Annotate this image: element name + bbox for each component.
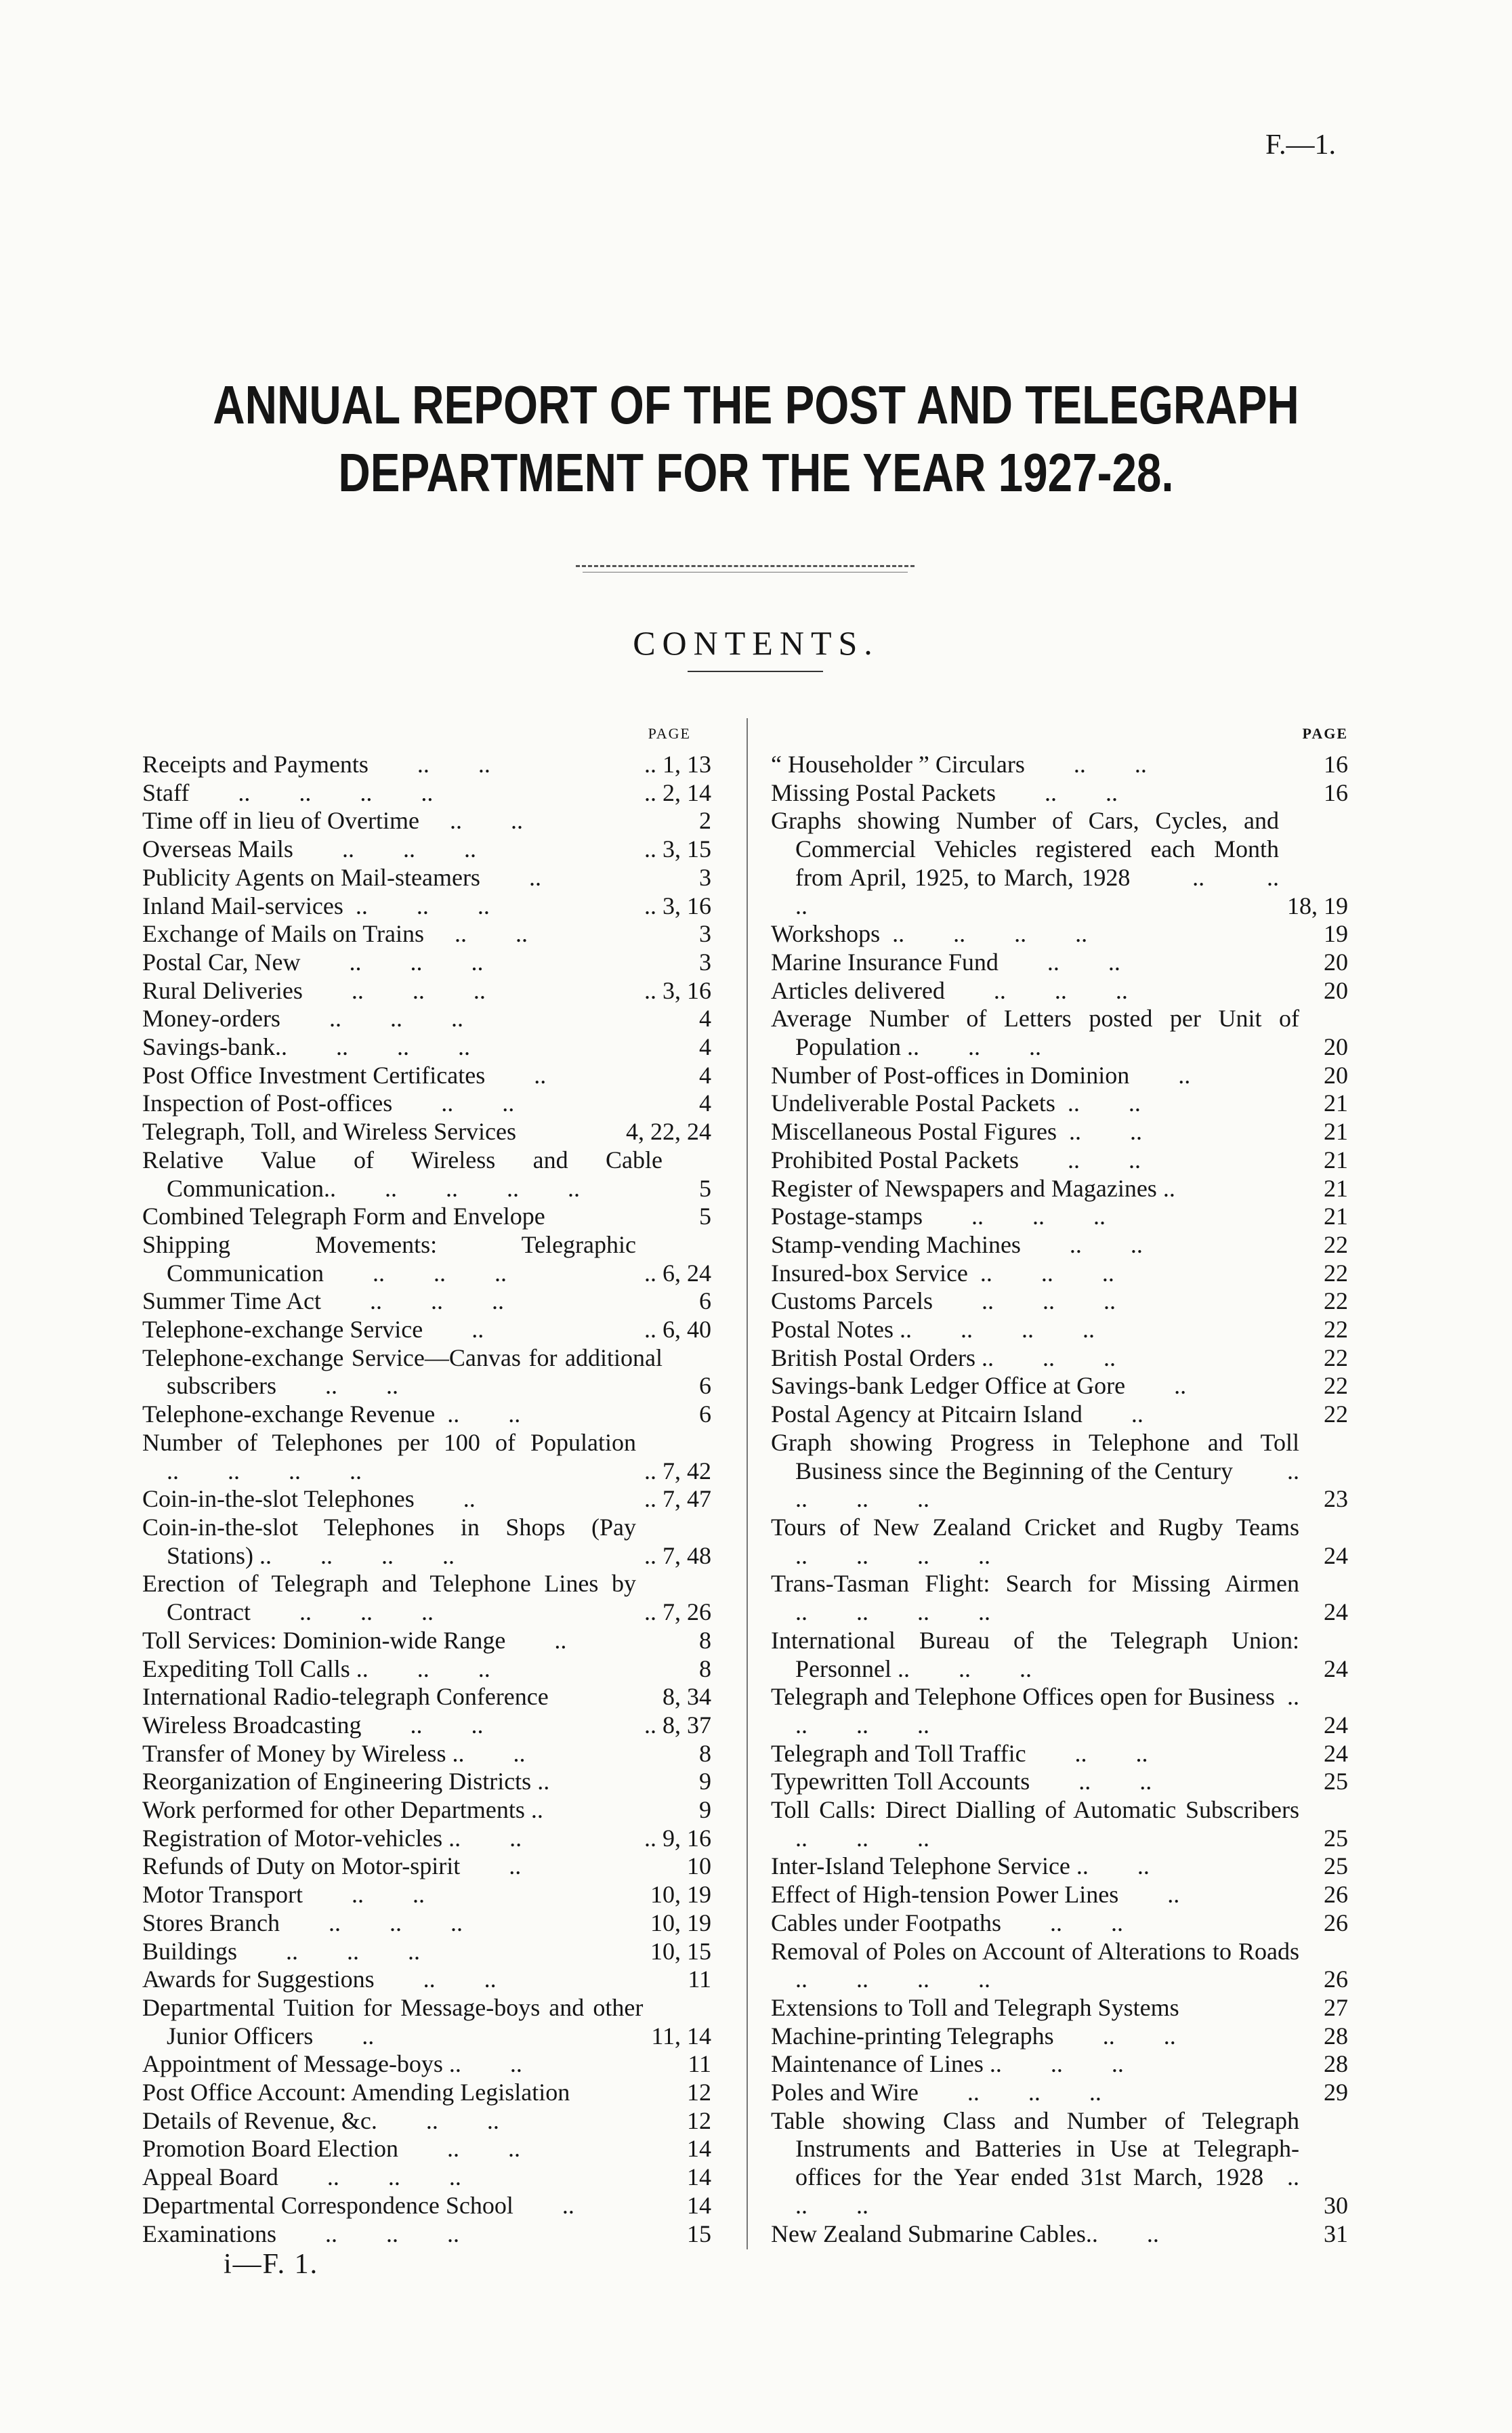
entry-page: 25 xyxy=(1324,1852,1348,1880)
entry-title: Poles and Wire .. .. .. xyxy=(771,2079,1101,2106)
entry-page: 24 xyxy=(1324,1598,1348,1626)
entry-page: 5 xyxy=(699,1174,711,1202)
contents-entry xyxy=(771,2079,1348,2107)
entry-page: 26 xyxy=(1324,1881,1348,1909)
entry-title: Telegraph, Toll, and Wireless Services xyxy=(142,1118,517,1146)
entry-title: Post Office Investment Certificates .. xyxy=(142,1061,547,1089)
entry-page: 21 xyxy=(1324,1146,1348,1173)
entry-title: Awards for Suggestions .. .. xyxy=(142,1966,497,1993)
entry-page: 22 xyxy=(1324,1316,1348,1344)
entry-page: 21 xyxy=(1324,1089,1348,1117)
entry-title: Rural Deliveries .. .. .. xyxy=(142,976,486,1004)
entry-title: Graph showing Progress in Telephone and Toll Business since the Beginning of the Century .. .. .. .. xyxy=(771,1428,1348,1513)
contents-entry xyxy=(142,2079,711,2107)
contents-entry xyxy=(142,1966,711,1994)
contents-entry xyxy=(142,1514,711,1570)
entry-page: .. 7, 47 xyxy=(644,1485,711,1513)
entry-title: Motor Transport .. .. xyxy=(142,1881,425,1909)
entry-page: 5 xyxy=(699,1203,711,1230)
entry-title: Cables under Footpaths .. .. xyxy=(771,1909,1123,1936)
entry-page: 21 xyxy=(1324,1118,1348,1146)
entry-page: 23 xyxy=(1324,1485,1348,1513)
entry-page: 18, 19 xyxy=(1287,892,1348,919)
entry-title: Miscellaneous Postal Figures .. .. xyxy=(771,1118,1142,1146)
entry-page: 20 xyxy=(1324,1033,1348,1061)
entry-title: Time off in lieu of Overtime .. .. xyxy=(142,807,523,835)
contents-column-right xyxy=(771,725,1348,2248)
contents-entry xyxy=(142,1118,711,1146)
contents-entry xyxy=(142,1711,711,1740)
entry-page: 2 xyxy=(699,807,711,835)
contents-entry xyxy=(771,1740,1348,1768)
entry-page: 21 xyxy=(1324,1203,1348,1230)
contents-entry xyxy=(771,1146,1348,1175)
entry-title: Tours of New Zealand Cricket and Rugby Teams .. .. .. .. xyxy=(771,1513,1348,1569)
entry-title: Machine-printing Telegraphs .. .. xyxy=(771,2022,1176,2050)
contents-entry xyxy=(771,1260,1348,1288)
contents-entry xyxy=(771,1118,1348,1146)
entry-title: Number of Post-offices in Dominion .. xyxy=(771,1061,1191,1089)
contents-column-left xyxy=(142,725,711,2248)
entry-page: 22 xyxy=(1324,1259,1348,1287)
contents-entry xyxy=(142,1146,711,1203)
entry-page: 27 xyxy=(1324,1993,1348,2021)
contents-entry xyxy=(142,2163,711,2192)
contents-entry xyxy=(142,1033,711,1062)
contents-entry xyxy=(771,1175,1348,1203)
entry-title: Wireless Broadcasting .. .. xyxy=(142,1711,484,1739)
report-title xyxy=(136,371,1376,507)
entry-title: Insured-box Service .. .. .. xyxy=(771,1259,1114,1287)
contents-entry xyxy=(771,1005,1348,1061)
entry-page: 24 xyxy=(1324,1541,1348,1569)
entry-page: 26 xyxy=(1324,1909,1348,1936)
entry-page: 8 xyxy=(699,1655,711,1682)
entry-page: .. 1, 13 xyxy=(644,751,711,778)
contents-entry xyxy=(142,1287,711,1316)
entry-page: 20 xyxy=(1324,948,1348,976)
contents-list-left xyxy=(142,751,711,2248)
entry-title: Appeal Board .. .. .. xyxy=(142,2163,461,2191)
entry-page: 22 xyxy=(1324,1400,1348,1428)
entry-page: 12 xyxy=(687,2079,711,2106)
entry-page: .. 7, 26 xyxy=(644,1598,711,1626)
entry-title: Staff .. .. .. .. xyxy=(142,778,434,806)
entry-title: Telephone-exchange Service—Canvas for additional subscribers .. .. xyxy=(142,1344,669,1400)
entry-title: Customs Parcels .. .. .. xyxy=(771,1287,1116,1315)
entry-title: Savings-bank.. .. .. .. xyxy=(142,1033,470,1061)
entry-page: .. 9, 16 xyxy=(644,1824,711,1852)
column-divider xyxy=(747,718,748,2249)
entry-page: .. 3, 16 xyxy=(644,892,711,919)
contents-entry xyxy=(142,2135,711,2163)
entry-title: Removal of Poles on Account of Alterations to Roads .. .. .. .. xyxy=(771,1937,1311,1993)
contents-entry xyxy=(142,977,711,1005)
entry-title: Typewritten Toll Accounts .. .. xyxy=(771,1768,1152,1795)
entry-title: Number of Telephones per 100 of Population .. .. .. .. xyxy=(142,1428,685,1484)
entry-title: Toll Services: Dominion-wide Range .. xyxy=(142,1626,567,1654)
contents-entry xyxy=(771,1938,1348,1994)
contents-entry xyxy=(142,1627,711,1655)
entry-title: Telephone-exchange Service .. xyxy=(142,1316,484,1344)
entry-page: 22 xyxy=(1324,1287,1348,1315)
entry-page: 14 xyxy=(687,2163,711,2191)
entry-title: Telegraph and Telephone Offices open for Business .. .. .. .. xyxy=(771,1683,1348,1739)
entry-title: Postage-stamps .. .. .. xyxy=(771,1203,1106,1230)
contents-entry xyxy=(142,1570,711,1626)
contents-entry xyxy=(771,1683,1348,1739)
contents-entry xyxy=(771,1796,1348,1852)
decorative-rule-thin xyxy=(583,572,908,573)
entry-title: Telephone-exchange Revenue .. .. xyxy=(142,1400,521,1428)
title-line-2: DEPARTMENT FOR THE YEAR 1927-28. xyxy=(338,442,1174,503)
contents-entry xyxy=(142,2107,711,2136)
entry-title: International Bureau of the Telegraph Union: Personnel .. .. .. xyxy=(771,1626,1305,1682)
contents-entry xyxy=(771,949,1348,977)
contents-entry xyxy=(142,807,711,835)
contents-entry xyxy=(771,751,1348,779)
contents-entry xyxy=(771,1627,1348,1683)
entry-title: Publicity Agents on Mail-steamers .. xyxy=(142,863,541,891)
entry-title: Effect of High-tension Power Lines .. xyxy=(771,1881,1180,1909)
entry-page: .. 6, 24 xyxy=(644,1259,711,1287)
contents-entry xyxy=(142,2220,711,2249)
entry-page: 24 xyxy=(1324,1739,1348,1767)
entry-title: Register of Newspapers and Magazines .. xyxy=(771,1174,1175,1202)
entry-title: Work performed for other Departments .. xyxy=(142,1796,543,1824)
contents-entry xyxy=(771,779,1348,808)
contents-entry xyxy=(771,807,1348,920)
entry-title: Extensions to Toll and Telegraph Systems xyxy=(771,1993,1179,2021)
entry-title: Workshops .. .. .. .. xyxy=(771,920,1088,948)
contents-entry xyxy=(142,1429,711,1485)
contents-entry xyxy=(142,1881,711,1909)
entry-page: 4 xyxy=(699,1033,711,1061)
contents-entry xyxy=(142,892,711,921)
entry-title: Erection of Telegraph and Telephone Lines by Contract .. .. .. xyxy=(142,1570,642,1626)
entry-title: Details of Revenue, &c. .. .. xyxy=(142,2106,499,2134)
entry-page: 15 xyxy=(687,2220,711,2247)
entry-page: 11, 14 xyxy=(651,2022,711,2050)
entry-title: International Radio-telegraph Conference xyxy=(142,1683,549,1711)
entry-title: Departmental Correspondence School .. xyxy=(142,2191,574,2219)
contents-entry xyxy=(771,2022,1348,2051)
contents-entry xyxy=(771,1852,1348,1881)
contents-entry xyxy=(142,779,711,808)
entry-title: Coin-in-the-slot Telephones in Shops (Pay Stations) .. .. .. .. xyxy=(142,1513,642,1569)
entry-title: Post Office Account: Amending Legislation xyxy=(142,2079,570,2106)
entry-title: Money-orders .. .. .. xyxy=(142,1005,463,1033)
entry-page: 28 xyxy=(1324,2050,1348,2078)
entry-title: Postal Agency at Pitcairn Island .. xyxy=(771,1400,1143,1428)
entry-title: Overseas Mails .. .. .. xyxy=(142,835,476,863)
contents-entry xyxy=(771,1231,1348,1260)
entry-title: New Zealand Submarine Cables.. .. xyxy=(771,2220,1159,2247)
contents-entry xyxy=(142,864,711,892)
entry-title: Missing Postal Packets .. .. xyxy=(771,778,1118,806)
contents-entry xyxy=(142,1203,711,1231)
entry-title: Marine Insurance Fund .. .. xyxy=(771,948,1120,976)
entry-page: 9 xyxy=(699,1796,711,1824)
entry-title: Prohibited Postal Packets .. .. xyxy=(771,1146,1141,1173)
contents-entry xyxy=(142,1231,711,1287)
entry-page: 3 xyxy=(699,920,711,948)
contents-entry xyxy=(771,1881,1348,1909)
entry-page: 22 xyxy=(1324,1230,1348,1258)
page-column-label: PAGE xyxy=(1302,725,1348,742)
entry-title: British Postal Orders .. .. .. xyxy=(771,1344,1116,1371)
entry-title: Exchange of Mails on Trains .. .. xyxy=(142,920,528,948)
entry-page: 31 xyxy=(1324,2220,1348,2247)
entry-title: Trans-Tasman Flight: Search for Missing Airmen .. .. .. .. xyxy=(771,1570,1348,1626)
entry-page: 6 xyxy=(699,1287,711,1315)
entry-page: 16 xyxy=(1324,778,1348,806)
entry-page: 16 xyxy=(1324,751,1348,778)
decorative-rule xyxy=(576,565,915,567)
entry-page: 3 xyxy=(699,863,711,891)
contents-entry xyxy=(771,1089,1348,1118)
entry-title: Inter-Island Telephone Service .. .. xyxy=(771,1852,1150,1880)
contents-entry xyxy=(771,1994,1348,2022)
page-column-label: PAGE xyxy=(648,725,691,742)
entry-title: Undeliverable Postal Packets .. .. xyxy=(771,1089,1141,1117)
entry-page: 8, 34 xyxy=(663,1683,711,1711)
entry-title: Inland Mail-services .. .. .. xyxy=(142,892,490,919)
entry-page: 14 xyxy=(687,2135,711,2163)
entry-title: Receipts and Payments .. .. xyxy=(142,751,490,778)
contents-entry xyxy=(771,977,1348,1005)
entry-page: 26 xyxy=(1324,1966,1348,1993)
title-line-1: ANNUAL REPORT OF THE POST AND TELEGRAPH xyxy=(213,375,1299,435)
sheet-signature: i—F. 1. xyxy=(224,2249,319,2280)
contents-entry xyxy=(771,1372,1348,1400)
entry-title: Buildings .. .. .. xyxy=(142,1937,421,1965)
entry-page: 22 xyxy=(1324,1344,1348,1371)
entry-page: .. 8, 37 xyxy=(644,1711,711,1739)
entry-page: 28 xyxy=(1324,2022,1348,2050)
entry-page: 12 xyxy=(687,2106,711,2134)
entry-title: “ Householder ” Circulars .. .. xyxy=(771,751,1147,778)
contents-entry xyxy=(771,1287,1348,1316)
contents-entry xyxy=(771,1570,1348,1626)
entry-page: 10, 15 xyxy=(650,1937,711,1965)
entry-title: Toll Calls: Direct Dialling of Automatic Subscribers .. .. .. xyxy=(771,1796,1348,1852)
entry-title: Reorganization of Engineering Districts .. xyxy=(142,1768,550,1795)
contents-list-right xyxy=(771,751,1348,2248)
entry-page: 29 xyxy=(1324,2079,1348,2106)
contents-entry xyxy=(771,920,1348,949)
contents-entry xyxy=(142,1825,711,1853)
contents-entry xyxy=(142,1740,711,1768)
entry-title: Postal Car, New .. .. .. xyxy=(142,948,484,976)
entry-title: Inspection of Post-offices .. .. xyxy=(142,1089,515,1117)
contents-entry xyxy=(142,835,711,864)
entry-page: .. 2, 14 xyxy=(644,778,711,806)
contents-entry xyxy=(771,1768,1348,1796)
contents-entry xyxy=(142,1683,711,1711)
entry-title: Summer Time Act .. .. .. xyxy=(142,1287,505,1315)
entry-page: 4, 22, 24 xyxy=(626,1118,711,1146)
entry-title: Promotion Board Election .. .. xyxy=(142,2135,520,2163)
entry-page: 19 xyxy=(1324,920,1348,948)
entry-title: Savings-bank Ledger Office at Gore .. xyxy=(771,1372,1187,1400)
entry-title: Appointment of Message-boys .. .. xyxy=(142,2050,522,2078)
entry-title: Stamp-vending Machines .. .. xyxy=(771,1230,1143,1258)
contents-entry xyxy=(142,1768,711,1796)
entry-page: 14 xyxy=(687,2191,711,2219)
entry-page: 10 xyxy=(687,1852,711,1880)
entry-title: Combined Telegraph Form and Envelope xyxy=(142,1203,545,1230)
contents-entry xyxy=(771,1429,1348,1514)
entry-title: Articles delivered .. .. .. xyxy=(771,976,1128,1004)
entry-title: Shipping Movements: Telegraphic Communication .. .. .. xyxy=(142,1230,642,1287)
contents-entry xyxy=(771,1203,1348,1231)
contents-entry xyxy=(142,2192,711,2220)
entry-page: 21 xyxy=(1324,1174,1348,1202)
entry-title: Registration of Motor-vehicles .. .. xyxy=(142,1824,522,1852)
entry-page: 4 xyxy=(699,1089,711,1117)
entry-page: .. 6, 40 xyxy=(644,1316,711,1344)
entry-title: Coin-in-the-slot Telephones .. xyxy=(142,1485,476,1513)
entry-title: Stores Branch .. .. .. xyxy=(142,1909,463,1936)
entry-page: 4 xyxy=(699,1005,711,1033)
entry-title: Postal Notes .. .. .. .. xyxy=(771,1316,1095,1344)
entry-page: 8 xyxy=(699,1626,711,1654)
entry-title: Expediting Toll Calls .. .. .. xyxy=(142,1655,490,1682)
contents-entry xyxy=(771,1514,1348,1570)
entry-page: 24 xyxy=(1324,1711,1348,1739)
contents-entry xyxy=(771,2050,1348,2079)
contents-underline xyxy=(688,671,823,672)
contents-entry xyxy=(142,1852,711,1881)
entry-page: 30 xyxy=(1324,2191,1348,2219)
entry-title: Examinations .. .. .. xyxy=(142,2220,459,2247)
contents-entry xyxy=(771,2220,1348,2249)
entry-page: 6 xyxy=(699,1400,711,1428)
entry-page: 8 xyxy=(699,1739,711,1767)
contents-entry xyxy=(771,1316,1348,1344)
contents-entry xyxy=(142,2050,711,2079)
entry-page: 20 xyxy=(1324,1061,1348,1089)
contents-entry xyxy=(142,1909,711,1938)
contents-heading: CONTENTS. xyxy=(633,624,879,662)
entry-title: Maintenance of Lines .. .. .. xyxy=(771,2050,1124,2078)
entry-page: 11 xyxy=(688,2050,711,2078)
contents-entry xyxy=(771,1400,1348,1429)
entry-page: 20 xyxy=(1324,976,1348,1004)
contents-entry xyxy=(142,1316,711,1344)
document-reference: F.—1. xyxy=(1265,129,1336,161)
entry-page: 22 xyxy=(1324,1372,1348,1400)
entry-page: 24 xyxy=(1324,1655,1348,1682)
contents-entry xyxy=(771,1062,1348,1090)
contents-entry xyxy=(142,1062,711,1090)
contents-entry xyxy=(142,1994,711,2050)
contents-entry xyxy=(142,1344,711,1400)
entry-page: 11 xyxy=(688,1966,711,1993)
entry-page: .. 7, 42 xyxy=(644,1457,711,1484)
contents-entry xyxy=(142,1796,711,1825)
entry-title: Relative Value of Wireless and Cable Communication.. .. .. .. .. xyxy=(142,1146,669,1202)
entry-title: Table showing Class and Number of Telegraph Instruments and Batteries in Use at Telegraph-offices for the Year ended 31st March, 1928 .. .. .. xyxy=(771,2106,1348,2219)
entry-title: Refunds of Duty on Motor-spirit .. xyxy=(142,1852,522,1880)
contents-entry xyxy=(771,1909,1348,1938)
contents-entry xyxy=(142,949,711,977)
contents-entry xyxy=(142,751,711,779)
entry-title: Telegraph and Toll Traffic .. .. xyxy=(771,1739,1148,1767)
entry-page: .. 7, 48 xyxy=(644,1541,711,1569)
entry-page: 6 xyxy=(699,1372,711,1400)
entry-title: Average Number of Letters posted per Unit of Population .. .. .. xyxy=(771,1005,1305,1061)
entry-page: 25 xyxy=(1324,1768,1348,1795)
entry-page: 4 xyxy=(699,1061,711,1089)
contents-entry xyxy=(142,1485,711,1514)
entry-page: 10, 19 xyxy=(650,1881,711,1909)
entry-title: Transfer of Money by Wireless .. .. xyxy=(142,1739,526,1767)
contents-entry xyxy=(142,1005,711,1033)
entry-title: Departmental Tuition for Message-boys and other Junior Officers .. xyxy=(142,1993,650,2050)
entry-page: 3 xyxy=(699,948,711,976)
entry-page: .. 3, 16 xyxy=(644,976,711,1004)
contents-entry xyxy=(142,1089,711,1118)
contents-entry xyxy=(142,1400,711,1429)
contents-entry xyxy=(142,920,711,949)
entry-page: 10, 19 xyxy=(650,1909,711,1936)
entry-page: 9 xyxy=(699,1768,711,1795)
entry-title: Graphs showing Number of Cars, Cycles, and Commercial Vehicles registered each Month from April, 1925, to March, 1928 .. .. .. xyxy=(771,807,1328,919)
entry-page: 25 xyxy=(1324,1824,1348,1852)
entry-page: .. 3, 15 xyxy=(644,835,711,863)
contents-entry xyxy=(771,2107,1348,2220)
contents-entry xyxy=(142,1938,711,1966)
contents-entry xyxy=(771,1344,1348,1373)
contents-entry xyxy=(142,1655,711,1684)
